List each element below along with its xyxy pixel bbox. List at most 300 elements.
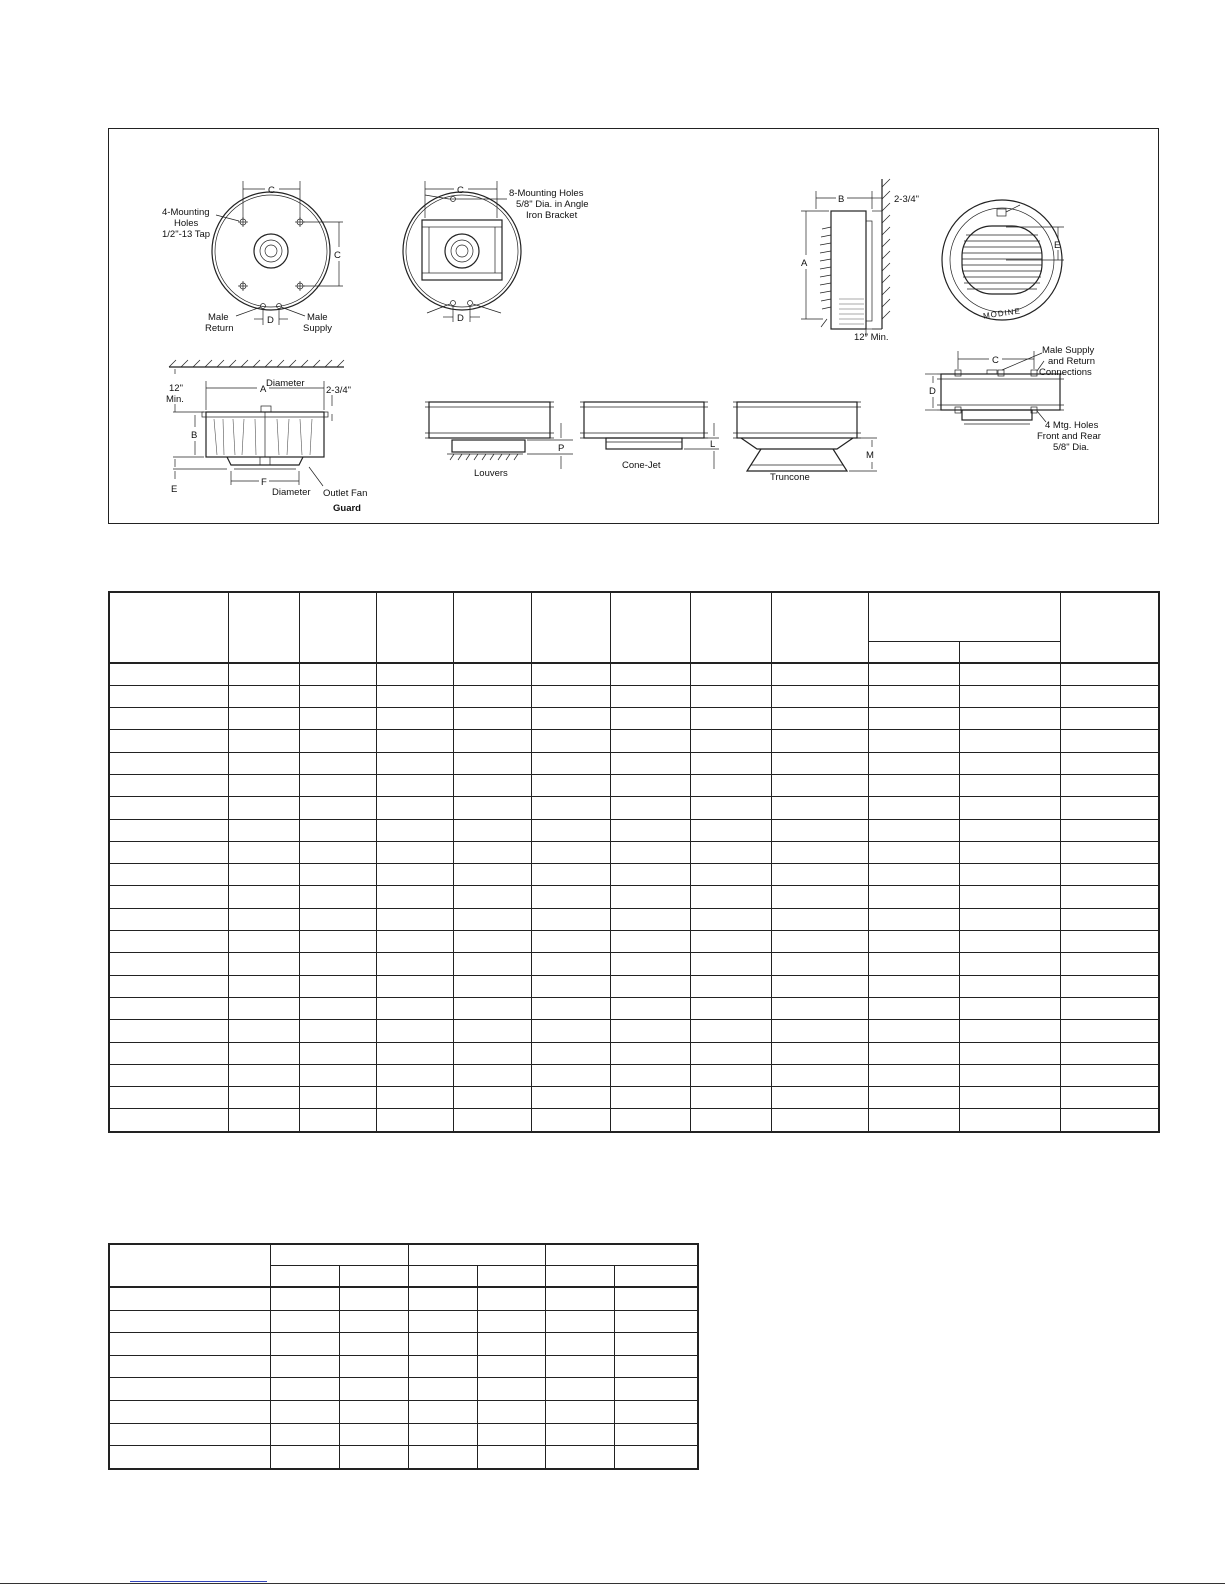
table-cell <box>614 1400 698 1423</box>
table-cell <box>453 1087 531 1109</box>
table-cell <box>453 841 531 863</box>
table-cell <box>531 797 610 819</box>
ceiling-side-min-line2: Min. <box>166 394 184 405</box>
header-cell <box>228 592 299 663</box>
table-cell <box>228 1109 299 1132</box>
table-cell <box>109 953 228 975</box>
table-cell <box>771 774 868 796</box>
table-cell <box>228 685 299 707</box>
table-cell <box>531 931 610 953</box>
table-cell <box>270 1287 339 1310</box>
table-cell <box>959 797 1060 819</box>
table-cell <box>109 730 228 752</box>
table-cell <box>376 975 453 997</box>
header-cell <box>610 592 690 663</box>
table-cell <box>339 1333 408 1356</box>
table-cell <box>228 730 299 752</box>
table-cell <box>228 1064 299 1086</box>
table-cell <box>477 1287 545 1310</box>
table-cell <box>690 708 771 730</box>
ceiling-side-dim-f: F <box>261 477 267 488</box>
table-cell <box>959 1087 1060 1109</box>
table-cell <box>531 708 610 730</box>
table-cell <box>376 841 453 863</box>
table-cell <box>959 864 1060 886</box>
louvers-accessory-view <box>425 402 573 479</box>
table-cell <box>228 1087 299 1109</box>
table-cell <box>376 953 453 975</box>
table-cell <box>1060 774 1159 796</box>
wall-front-dim-e: E <box>1054 240 1061 251</box>
table-cell <box>109 819 228 841</box>
table-row <box>109 908 1159 930</box>
cone-jet-label: Cone-Jet <box>622 460 661 471</box>
horizontal-side-holes-3: 5/8" Dia. <box>1053 442 1090 453</box>
table-row <box>109 997 1159 1019</box>
table-cell <box>771 819 868 841</box>
top-plan-male-return-2: Return <box>205 323 234 334</box>
bracket-plan-dim-c: C <box>457 185 464 196</box>
table-cell <box>109 1355 270 1378</box>
table-cell <box>690 797 771 819</box>
table-cell <box>477 1333 545 1356</box>
table-row <box>109 1400 698 1423</box>
table-cell <box>771 1042 868 1064</box>
table-cell <box>228 708 299 730</box>
table-row <box>109 886 1159 908</box>
table-cell <box>545 1287 614 1310</box>
table-cell <box>1060 864 1159 886</box>
ceiling-side-fan-guard-1: Outlet Fan <box>323 488 368 499</box>
table-cell <box>959 752 1060 774</box>
table-cell <box>339 1287 408 1310</box>
dimension-table <box>108 591 1160 1133</box>
table-cell <box>771 841 868 863</box>
table-cell <box>270 1378 339 1401</box>
bracket-plan-holes-line3: Iron Bracket <box>526 210 578 221</box>
table-cell <box>109 908 228 930</box>
table-cell <box>453 953 531 975</box>
table-cell <box>868 1087 959 1109</box>
table-cell <box>453 1042 531 1064</box>
horizontal-side-holes-1: 4 Mtg. Holes <box>1045 420 1099 431</box>
table-cell <box>1060 663 1159 686</box>
table-cell <box>1060 752 1159 774</box>
cone-jet-accessory-view <box>580 402 719 471</box>
table-cell <box>109 1042 228 1064</box>
table-cell <box>610 1064 690 1086</box>
table-cell <box>868 752 959 774</box>
table-cell <box>477 1446 545 1469</box>
table-cell <box>531 730 610 752</box>
table-cell <box>610 997 690 1019</box>
table-row <box>109 864 1159 886</box>
table-cell <box>477 1355 545 1378</box>
table-cell <box>959 774 1060 796</box>
table-cell <box>109 1020 228 1042</box>
table-cell <box>959 841 1060 863</box>
table-cell <box>771 685 868 707</box>
table-cell <box>771 1109 868 1132</box>
table-cell <box>1060 1020 1159 1042</box>
table-cell <box>771 908 868 930</box>
table-cell <box>531 953 610 975</box>
table-cell <box>299 1087 376 1109</box>
table-row <box>109 1355 698 1378</box>
dimension-table-body <box>109 663 1159 1132</box>
dimension-drawings <box>109 129 1157 522</box>
table-cell <box>610 685 690 707</box>
table-cell <box>376 708 453 730</box>
table-cell <box>376 908 453 930</box>
table-cell <box>959 730 1060 752</box>
table-cell <box>109 1287 270 1310</box>
table-row <box>109 1109 1159 1132</box>
table-cell <box>376 685 453 707</box>
header-cell <box>109 592 228 663</box>
table-row <box>109 1423 698 1446</box>
header-cell <box>531 592 610 663</box>
table-cell <box>690 1020 771 1042</box>
table-cell <box>610 1109 690 1132</box>
table-row <box>109 708 1159 730</box>
top-plan-dim-c-vertical: C <box>334 250 341 261</box>
table-cell <box>531 1064 610 1086</box>
table-cell <box>376 774 453 796</box>
horizontal-side-dim-d: D <box>929 386 936 397</box>
table-cell <box>531 1042 610 1064</box>
table-cell <box>299 931 376 953</box>
ceiling-side-diameter: Diameter <box>266 378 305 389</box>
table-cell <box>771 1020 868 1042</box>
table-cell <box>531 975 610 997</box>
table-cell <box>376 931 453 953</box>
table-cell <box>1060 797 1159 819</box>
table-cell <box>771 864 868 886</box>
table-cell <box>376 1020 453 1042</box>
footer-link-underline[interactable] <box>130 1581 267 1582</box>
bracket-plan-dim-d: D <box>457 313 464 324</box>
header-cell <box>1060 592 1159 663</box>
table-cell <box>1060 1087 1159 1109</box>
table-cell <box>690 774 771 796</box>
table-cell <box>453 797 531 819</box>
ceiling-side-dim-e: E <box>171 484 178 495</box>
table-cell <box>531 819 610 841</box>
table-cell <box>299 841 376 863</box>
table-cell <box>868 1042 959 1064</box>
table-cell <box>376 1064 453 1086</box>
table-cell <box>228 1020 299 1042</box>
table-cell <box>376 1109 453 1132</box>
table-cell <box>376 797 453 819</box>
table-cell <box>868 953 959 975</box>
table-cell <box>299 908 376 930</box>
table-cell <box>868 997 959 1019</box>
dimension-table-header <box>109 592 1159 663</box>
horizontal-side-dim-c: C <box>992 355 999 366</box>
table-cell <box>376 997 453 1019</box>
top-mount-plan-view <box>162 181 343 334</box>
table-cell <box>109 1423 270 1446</box>
ceiling-side-min-line1: 12" <box>169 383 183 394</box>
table-cell <box>868 730 959 752</box>
table-cell <box>376 819 453 841</box>
table-cell <box>228 975 299 997</box>
header-group-cell <box>868 592 1060 641</box>
table-cell <box>959 685 1060 707</box>
table-cell <box>109 1064 228 1086</box>
table-cell <box>771 886 868 908</box>
table-cell <box>690 1109 771 1132</box>
top-plan-holes-line1: 4-Mounting <box>162 207 210 218</box>
table-cell <box>299 752 376 774</box>
table-cell <box>610 1087 690 1109</box>
table-cell <box>1060 975 1159 997</box>
top-plan-male-return-1: Male <box>208 312 229 323</box>
table-cell <box>690 685 771 707</box>
table-cell <box>610 1020 690 1042</box>
table-cell <box>545 1333 614 1356</box>
table-cell <box>690 908 771 930</box>
table-cell <box>771 997 868 1019</box>
header-subcell <box>614 1266 698 1288</box>
wall-mount-side-view <box>801 179 919 343</box>
table-cell <box>690 975 771 997</box>
table-cell <box>690 886 771 908</box>
table-cell <box>299 953 376 975</box>
table-cell <box>610 708 690 730</box>
table-cell <box>868 663 959 686</box>
table-cell <box>959 819 1060 841</box>
table-cell <box>1060 886 1159 908</box>
table-cell <box>610 663 690 686</box>
table-row <box>109 819 1159 841</box>
header-group-cell <box>545 1244 698 1266</box>
table-cell <box>959 953 1060 975</box>
cone-jet-dim-l: L <box>710 439 716 450</box>
table-cell <box>299 864 376 886</box>
table-cell <box>299 797 376 819</box>
table-cell <box>1060 997 1159 1019</box>
table-cell <box>109 797 228 819</box>
header-cell <box>771 592 868 663</box>
table-cell <box>228 997 299 1019</box>
bracket-plan-holes-line1: 8-Mounting Holes <box>509 188 584 199</box>
table-row <box>109 1064 1159 1086</box>
table-cell <box>270 1400 339 1423</box>
table-cell <box>453 1109 531 1132</box>
louvers-label: Louvers <box>474 468 508 479</box>
table-cell <box>1060 931 1159 953</box>
table-row <box>109 685 1159 707</box>
table-cell <box>299 663 376 686</box>
table-cell <box>1060 1064 1159 1086</box>
table-cell <box>959 975 1060 997</box>
table-cell <box>376 752 453 774</box>
header-group-cell <box>408 1244 545 1266</box>
table-cell <box>868 708 959 730</box>
table-cell <box>109 931 228 953</box>
table-cell <box>109 1400 270 1423</box>
table-cell <box>868 1109 959 1132</box>
table-cell <box>1060 730 1159 752</box>
table-cell <box>408 1423 477 1446</box>
table-row <box>109 1378 698 1401</box>
table-row <box>109 752 1159 774</box>
ceiling-side-view <box>166 360 367 514</box>
table-cell <box>477 1378 545 1401</box>
top-plan-holes-line3: 1/2"-13 Tap <box>162 229 211 240</box>
accessory-table-header <box>109 1244 698 1287</box>
table-cell <box>1060 819 1159 841</box>
table-cell <box>339 1355 408 1378</box>
table-cell <box>614 1355 698 1378</box>
table-cell <box>610 730 690 752</box>
top-plan-male-supply-1: Male <box>307 312 328 323</box>
table-cell <box>614 1333 698 1356</box>
table-cell <box>1060 1109 1159 1132</box>
table-cell <box>453 752 531 774</box>
table-cell <box>959 1109 1060 1132</box>
table-cell <box>453 663 531 686</box>
table-cell <box>610 752 690 774</box>
horizontal-side-conn-2: and Return <box>1048 356 1096 367</box>
table-row <box>109 1020 1159 1042</box>
ceiling-side-dim-b: B <box>191 430 198 441</box>
table-cell <box>109 841 228 863</box>
table-cell <box>868 819 959 841</box>
table-cell <box>531 997 610 1019</box>
table-cell <box>610 931 690 953</box>
table-row <box>109 1087 1159 1109</box>
table-cell <box>228 953 299 975</box>
table-cell <box>868 864 959 886</box>
wall-mount-front-view <box>942 200 1064 321</box>
table-cell <box>690 841 771 863</box>
header-subcell <box>270 1266 339 1288</box>
header-subcell <box>868 641 959 663</box>
table-cell <box>339 1423 408 1446</box>
table-cell <box>868 886 959 908</box>
table-cell <box>690 953 771 975</box>
table-cell <box>690 864 771 886</box>
table-cell <box>453 931 531 953</box>
table-cell <box>477 1310 545 1333</box>
table-cell <box>453 730 531 752</box>
wall-front-brand: MODINE <box>982 306 1022 321</box>
header-subcell <box>339 1266 408 1288</box>
table-cell <box>771 730 868 752</box>
table-cell <box>545 1446 614 1469</box>
table-cell <box>531 752 610 774</box>
table-cell <box>531 685 610 707</box>
ceiling-side-clearance: 2-3/4" <box>326 385 352 396</box>
table-row <box>109 975 1159 997</box>
table-cell <box>868 841 959 863</box>
table-cell <box>771 752 868 774</box>
table-cell <box>531 774 610 796</box>
table-cell <box>1060 1042 1159 1064</box>
table-cell <box>299 1042 376 1064</box>
table-cell <box>228 864 299 886</box>
header-subcell <box>408 1266 477 1288</box>
table-cell <box>299 1064 376 1086</box>
table-cell <box>959 1020 1060 1042</box>
page-bottom-rule <box>0 1583 1225 1584</box>
ceiling-side-diameter-bottom: Diameter <box>272 487 311 498</box>
table-cell <box>771 931 868 953</box>
table-cell <box>1060 708 1159 730</box>
table-cell <box>771 797 868 819</box>
table-cell <box>690 931 771 953</box>
table-cell <box>299 819 376 841</box>
table-cell <box>690 1064 771 1086</box>
table-cell <box>408 1400 477 1423</box>
table-cell <box>959 663 1060 686</box>
table-cell <box>228 819 299 841</box>
table-cell <box>109 864 228 886</box>
table-cell <box>868 685 959 707</box>
table-cell <box>614 1310 698 1333</box>
bracket-plan-view <box>403 181 589 324</box>
table-cell <box>109 774 228 796</box>
table-cell <box>339 1446 408 1469</box>
table-cell <box>270 1310 339 1333</box>
table-cell <box>453 774 531 796</box>
table-cell <box>531 841 610 863</box>
table-cell <box>690 997 771 1019</box>
truncone-label: Truncone <box>770 472 810 483</box>
table-cell <box>270 1355 339 1378</box>
table-cell <box>959 1042 1060 1064</box>
table-cell <box>339 1310 408 1333</box>
table-cell <box>959 931 1060 953</box>
table-cell <box>614 1423 698 1446</box>
table-cell <box>771 663 868 686</box>
table-cell <box>453 685 531 707</box>
table-cell <box>531 886 610 908</box>
table-cell <box>408 1333 477 1356</box>
table-cell <box>531 1087 610 1109</box>
table-cell <box>376 1087 453 1109</box>
table-cell <box>299 774 376 796</box>
table-cell <box>453 975 531 997</box>
table-row <box>109 1310 698 1333</box>
table-cell <box>1060 685 1159 707</box>
table-row <box>109 1042 1159 1064</box>
table-row <box>109 730 1159 752</box>
table-cell <box>610 841 690 863</box>
table-cell <box>959 908 1060 930</box>
header-cell <box>299 592 376 663</box>
table-cell <box>109 752 228 774</box>
table-cell <box>959 1064 1060 1086</box>
table-cell <box>610 819 690 841</box>
table-cell <box>610 953 690 975</box>
table-cell <box>109 708 228 730</box>
table-cell <box>771 1064 868 1086</box>
table-cell <box>408 1287 477 1310</box>
ceiling-side-fan-guard-2: Guard <box>333 503 361 514</box>
table-cell <box>531 864 610 886</box>
table-cell <box>690 1087 771 1109</box>
table-row <box>109 931 1159 953</box>
table-cell <box>453 886 531 908</box>
table-cell <box>610 774 690 796</box>
wall-side-clearance-bottom: 12" Min. <box>854 332 889 343</box>
table-cell <box>545 1423 614 1446</box>
